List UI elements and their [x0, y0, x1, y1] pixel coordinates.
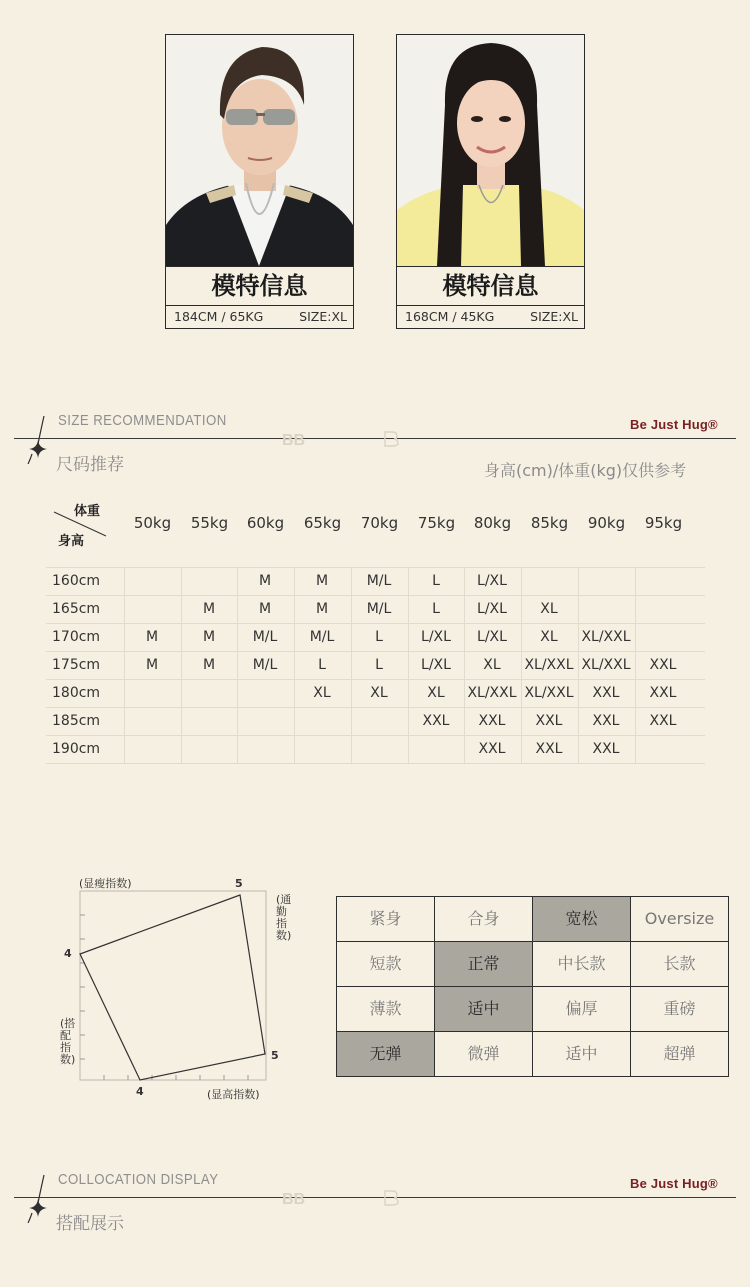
weight-header: 85kg: [530, 514, 569, 532]
size-cell: M/L: [366, 573, 392, 589]
attribute-cell: 短款: [336, 941, 435, 987]
size-cell: M: [145, 629, 159, 645]
size-cell: XL/XXL: [581, 657, 631, 673]
brand-logo: Be Just Hug®: [630, 417, 718, 432]
table-row-line: [46, 651, 705, 652]
size-cell: M: [258, 601, 272, 617]
weight-header: 80kg: [473, 514, 512, 532]
model-size: SIZE:XL: [299, 309, 347, 324]
corner-weight-label: 体重: [74, 504, 101, 519]
attribute-cell: 中长款: [532, 941, 631, 987]
table-row-line: [46, 763, 705, 764]
radar-value-left: 4: [64, 947, 72, 960]
model-meta: [405, 309, 578, 327]
size-cell: L/XL: [477, 573, 507, 589]
corner-height-label: 身高: [58, 534, 85, 549]
size-cell: XXL: [592, 685, 620, 701]
weight-header: 65kg: [303, 514, 342, 532]
size-cell: L/XL: [421, 629, 451, 645]
size-heading-en: SIZE RECOMMENDATION: [58, 412, 227, 429]
height-label: 180cm: [52, 685, 101, 701]
size-cell: XXL: [422, 713, 450, 729]
radar-label-right: (通勤指数): [276, 893, 292, 942]
size-cell: M: [202, 629, 216, 645]
size-cell: XXL: [535, 741, 563, 757]
attribute-cell: 重磅: [630, 986, 729, 1032]
table-row-line: [46, 623, 705, 624]
height-label: 165cm: [52, 601, 101, 617]
size-cell: M/L: [366, 601, 392, 617]
size-cell: L: [318, 657, 326, 673]
table-row-line: [46, 679, 705, 680]
size-cell: XL/XXL: [524, 657, 574, 673]
weight-header: 90kg: [587, 514, 626, 532]
attribute-cell: 薄款: [336, 986, 435, 1032]
size-cell: M/L: [309, 629, 335, 645]
brand-logo: Be Just Hug®: [630, 1176, 718, 1191]
radar-value-top: 5: [235, 877, 243, 890]
size-cell: XL/XXL: [467, 685, 517, 701]
size-cell: XL/XXL: [581, 629, 631, 645]
size-cell: XXL: [649, 713, 677, 729]
size-cell: M: [202, 657, 216, 673]
collocation-heading-cn: 搭配展示: [56, 1214, 124, 1234]
size-cell: XXL: [592, 741, 620, 757]
model-info-title: 模特信息: [397, 266, 584, 306]
table-row-line: [46, 735, 705, 736]
model-info-title: 模特信息: [166, 266, 353, 306]
radar-label-bottom: (显高指数): [207, 1088, 260, 1101]
model-measurements: 184CM / 65KG: [174, 309, 264, 324]
model-measurements: 168CM / 45KG: [405, 309, 495, 324]
table-row-line: [46, 595, 705, 596]
size-cell: M: [258, 573, 272, 589]
size-cell: M/L: [252, 629, 278, 645]
collocation-heading-en: COLLOCATION DISPLAY: [58, 1171, 219, 1188]
size-cell: XL: [370, 685, 388, 701]
male-model-photo: [166, 35, 353, 266]
size-cell: L: [432, 573, 440, 589]
attribute-cell: 超弹: [630, 1031, 729, 1077]
size-cell: XL: [540, 629, 558, 645]
size-cell: M: [315, 601, 329, 617]
svg-text:BB: BB: [282, 432, 306, 448]
attribute-cell: 长款: [630, 941, 729, 987]
size-cell: L: [375, 629, 383, 645]
fit-index-diagram: [50, 872, 300, 1104]
female-model-photo: [397, 35, 584, 266]
size-cell: XXL: [535, 713, 563, 729]
weight-header: 55kg: [190, 514, 229, 532]
size-cell: M: [202, 601, 216, 617]
height-label: 175cm: [52, 657, 101, 673]
size-cell: XXL: [649, 685, 677, 701]
size-cell: XXL: [478, 741, 506, 757]
sparkle-icon: [14, 414, 54, 464]
attribute-cell-selected: 无弹: [336, 1031, 435, 1077]
radar-value-right: 5: [271, 1049, 279, 1062]
attribute-cell: Oversize: [630, 896, 729, 942]
radar-label-left: (搭配指数): [60, 1017, 76, 1066]
size-cell: M/L: [252, 657, 278, 673]
height-label: 185cm: [52, 713, 101, 729]
size-cell: XL/XXL: [524, 685, 574, 701]
size-cell: XL: [483, 657, 501, 673]
model-card-male: [165, 34, 354, 329]
table-row-line: [46, 707, 705, 708]
logo-mark: [282, 430, 312, 452]
model-meta: [174, 309, 347, 327]
weight-header: 50kg: [133, 514, 172, 532]
size-cell: L: [375, 657, 383, 673]
size-cell: M: [145, 657, 159, 673]
size-cell: XL: [313, 685, 331, 701]
attribute-cell: 适中: [532, 1031, 631, 1077]
model-card-female: [396, 34, 585, 329]
weight-header: 95kg: [644, 514, 683, 532]
attribute-cell-selected: 适中: [434, 986, 533, 1032]
attribute-cell-selected: 正常: [434, 941, 533, 987]
size-cell: L/XL: [477, 601, 507, 617]
logo-mark-outline: [383, 1189, 399, 1211]
size-cell: L: [432, 601, 440, 617]
radar-label-top: (显瘦指数): [79, 877, 132, 890]
logo-mark-outline: [383, 430, 399, 452]
size-cell: L/XL: [421, 657, 451, 673]
attribute-cell: 合身: [434, 896, 533, 942]
radar-value-bottom: 4: [136, 1085, 144, 1098]
attribute-cell-selected: 宽松: [532, 896, 631, 942]
size-heading-cn: 尺码推荐: [56, 455, 124, 475]
attribute-cell: 紧身: [336, 896, 435, 942]
model-size: SIZE:XL: [530, 309, 578, 324]
size-cell: M: [315, 573, 329, 589]
weight-header: 70kg: [360, 514, 399, 532]
height-label: 160cm: [52, 573, 101, 589]
table-corner: [52, 498, 114, 550]
section-divider: [14, 438, 736, 439]
height-label: 170cm: [52, 629, 101, 645]
table-row-line: [46, 567, 705, 568]
weight-header: 60kg: [246, 514, 285, 532]
size-cell: XXL: [649, 657, 677, 673]
attribute-cell: 偏厚: [532, 986, 631, 1032]
weight-header: 75kg: [417, 514, 456, 532]
size-cell: L/XL: [477, 629, 507, 645]
sparkle-icon: [14, 1173, 54, 1223]
size-cell: XXL: [592, 713, 620, 729]
section-divider: [14, 1197, 736, 1198]
size-cell: XL: [427, 685, 445, 701]
svg-text:BB: BB: [282, 1191, 306, 1207]
size-cell: XXL: [478, 713, 506, 729]
attribute-cell: 微弹: [434, 1031, 533, 1077]
height-label: 190cm: [52, 741, 101, 757]
size-note: 身高(cm)/体重(kg)仅供参考: [484, 461, 687, 480]
logo-mark: [282, 1189, 312, 1211]
size-cell: XL: [540, 601, 558, 617]
